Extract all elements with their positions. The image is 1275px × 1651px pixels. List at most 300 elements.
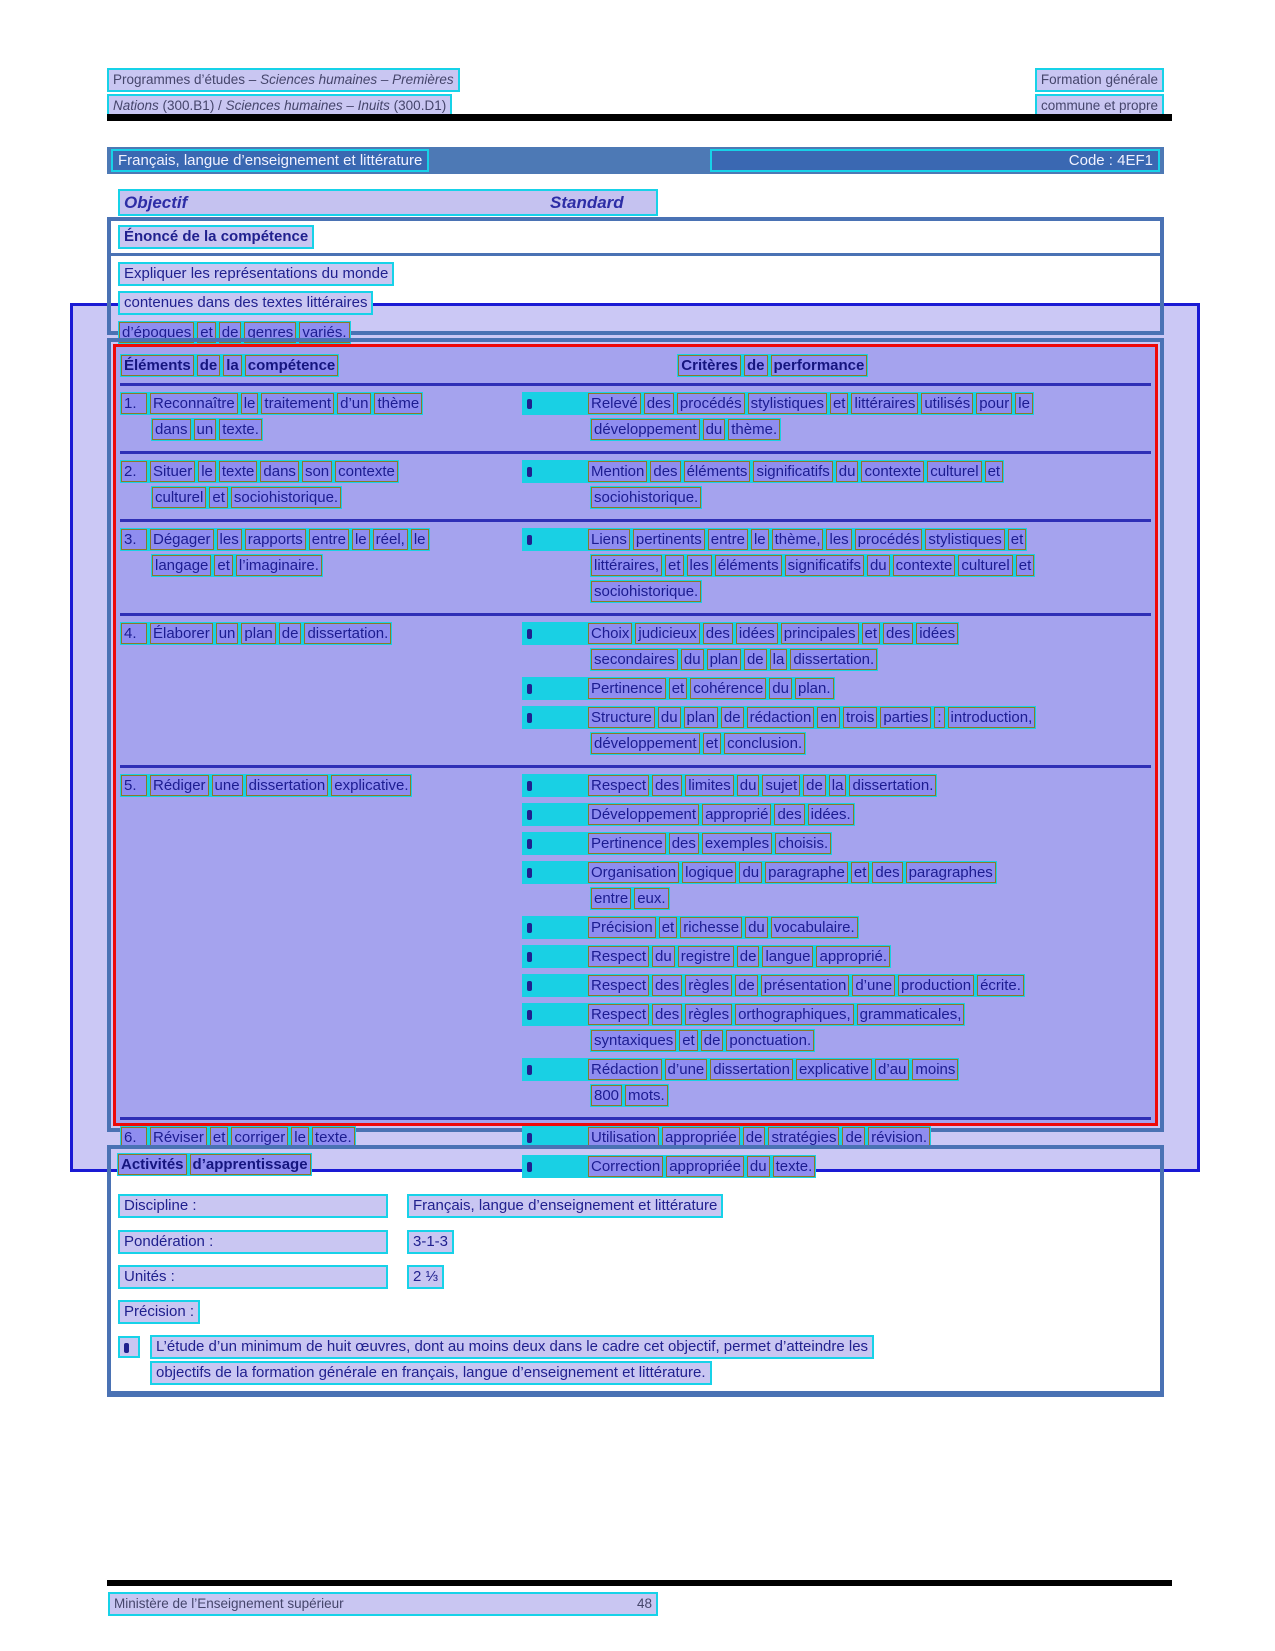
- criteria-bullet-item: [522, 974, 1151, 997]
- word-box: :: [934, 707, 944, 728]
- word-box: développement: [591, 419, 700, 440]
- word-box: Pertinence: [588, 833, 666, 854]
- word-box: texte: [219, 461, 258, 482]
- word-box: règles: [685, 1004, 732, 1025]
- criteria-bullet-item: [522, 861, 1151, 910]
- word-box: et: [985, 461, 1004, 482]
- criteria-bullet-item: [522, 528, 1151, 603]
- word-box: dissertation.: [790, 649, 877, 670]
- word-box: de: [735, 975, 758, 996]
- word-box: sociohistorique.: [591, 487, 701, 508]
- word-box: stratégies: [768, 1127, 839, 1148]
- criteria-bullet-item: [522, 706, 1151, 755]
- word-box: approprié: [702, 804, 771, 825]
- word-box: orthographiques,: [735, 1004, 854, 1025]
- word-box: et: [210, 1127, 229, 1148]
- bullet-icon: [523, 1059, 585, 1080]
- criteria-line: [522, 832, 832, 855]
- word-box: le: [751, 529, 769, 550]
- word-box: idées: [736, 623, 778, 644]
- word-box: appropriée: [662, 1127, 740, 1148]
- word-box: écrite.: [977, 975, 1024, 996]
- bullet-icon: [523, 804, 585, 825]
- word-box: thème,: [772, 529, 824, 550]
- word-box: contexte: [893, 555, 956, 576]
- word-box: genres: [244, 322, 296, 343]
- word-box: Relevé: [588, 393, 641, 414]
- word-box: Situer: [150, 461, 195, 482]
- footer-page-number: 48: [636, 1596, 652, 1611]
- activites-field-row: [118, 1230, 449, 1254]
- word-box: dissertation: [710, 1059, 793, 1080]
- element-line: [120, 774, 412, 797]
- word-box: procédés: [855, 529, 923, 550]
- header-rule: [107, 114, 1172, 121]
- word-box: plan: [684, 707, 718, 728]
- word-box: de: [744, 649, 767, 670]
- word-box: pertinents: [633, 529, 705, 550]
- word-box: Réviser: [150, 1127, 207, 1148]
- word-box: d’une: [852, 975, 895, 996]
- word-box: Reconnaître: [150, 393, 238, 414]
- word-box: texte.: [219, 419, 262, 440]
- word-box: des: [872, 862, 902, 883]
- word-box: langue: [762, 946, 813, 967]
- word-box: sujet: [762, 775, 800, 796]
- activites-field-row: [118, 1300, 200, 1324]
- criteria-line: [522, 945, 891, 968]
- word-box: Organisation: [588, 862, 679, 883]
- criteria-line: [590, 554, 1035, 577]
- bullet-icon: [523, 862, 585, 883]
- enonce-line-2: contenues dans des textes littéraires: [118, 291, 373, 315]
- word-box: et: [1016, 555, 1035, 576]
- word-box: Rédaction: [588, 1059, 662, 1080]
- course-title: Français, langue d’enseignement et littérature: [111, 149, 429, 172]
- word-box: un: [194, 419, 217, 440]
- criteria-bullet-item: [522, 677, 1151, 700]
- word-box: stylistiques: [925, 529, 1004, 550]
- criteria-bullet-item: [522, 1003, 1151, 1052]
- word-box: des: [703, 623, 733, 644]
- word-box: Choix: [588, 623, 632, 644]
- element-cell: [120, 392, 522, 447]
- word-box: idées: [916, 623, 958, 644]
- word-box: et: [214, 555, 233, 576]
- element-line: [120, 622, 392, 645]
- word-box: dissertation.: [849, 775, 936, 796]
- word-box: du: [867, 555, 890, 576]
- table-row-separator: [120, 765, 1151, 768]
- header-text-segment: Sciences humaines – Inuits: [225, 98, 390, 113]
- precision-bullet-marker: [118, 1336, 140, 1358]
- word-box: plan: [241, 623, 275, 644]
- word-box: développement: [591, 733, 700, 754]
- word-box: de: [197, 355, 221, 376]
- enonce-separator: [111, 253, 1160, 256]
- course-code: Code : 4EF1: [710, 149, 1160, 172]
- element-cell: [120, 460, 522, 515]
- criteria-line: [590, 1084, 669, 1107]
- word-box: rapports: [245, 529, 306, 550]
- word-box: la: [829, 775, 847, 796]
- word-box: culturel: [958, 555, 1012, 576]
- word-box: le: [352, 529, 370, 550]
- word-box: explicative.: [331, 775, 411, 796]
- word-box: dissertation.: [304, 623, 391, 644]
- enonce-section: [107, 217, 1164, 341]
- word-box: introduction,: [948, 707, 1036, 728]
- field-label: Précision :: [118, 1300, 200, 1324]
- word-box: texte.: [312, 1127, 355, 1148]
- word-box: des: [669, 833, 699, 854]
- word-box: de: [744, 355, 768, 376]
- word-box: thème.: [728, 419, 780, 440]
- word-box: approprié.: [816, 946, 890, 967]
- word-box: l’imaginaire.: [236, 555, 322, 576]
- activites-heading-wrap: [117, 1153, 1160, 1176]
- bullet-icon: [523, 1004, 585, 1025]
- word-box: sociohistorique.: [231, 487, 341, 508]
- word-box: de: [842, 1127, 865, 1148]
- bullet-icon: [523, 975, 585, 996]
- criteria-bullet-item: [522, 945, 1151, 968]
- table-header-left: [120, 354, 339, 377]
- word-box: entre: [708, 529, 748, 550]
- criteria-bullet-item: [522, 774, 1151, 797]
- criteria-line: [590, 1029, 815, 1052]
- table-row-separator: [120, 613, 1151, 616]
- page-header-left: [107, 68, 460, 118]
- word-box: du: [658, 707, 681, 728]
- word-box: Respect: [588, 946, 649, 967]
- bullet-icon: [523, 623, 585, 644]
- word-box: éléments: [684, 461, 751, 482]
- word-box: de: [743, 1127, 766, 1148]
- word-box: secondaires: [591, 649, 678, 670]
- word-box: entre: [309, 529, 349, 550]
- page-header-right: [1035, 68, 1164, 118]
- word-box: principales: [781, 623, 859, 644]
- word-box: compétence: [245, 355, 339, 376]
- word-box: du: [681, 649, 704, 670]
- word-box: littéraires: [851, 393, 918, 414]
- criteria-bullet-item: [522, 622, 1151, 671]
- table-row-separator: [120, 1117, 1151, 1120]
- word-box: rédaction: [747, 707, 815, 728]
- row-number: 2.: [121, 461, 147, 482]
- header-text-segment: (300.B1) /: [158, 98, 226, 113]
- criteria-line: [590, 887, 670, 910]
- table-row: [120, 525, 1151, 611]
- word-box: d’époques: [119, 322, 194, 343]
- word-box: entre: [591, 888, 631, 909]
- word-box: des: [774, 804, 804, 825]
- field-value: Français, langue d’enseignement et littérature: [407, 1194, 723, 1218]
- word-box: choisis.: [775, 833, 831, 854]
- criteria-line: [590, 418, 781, 441]
- word-box: Élaborer: [150, 623, 213, 644]
- objectif-label: Objectif: [124, 193, 188, 212]
- word-box: et: [851, 862, 870, 883]
- header-right-line-2: commune et propre: [1035, 94, 1164, 118]
- footer-rule: [107, 1580, 1172, 1586]
- word-box: Développement: [588, 804, 699, 825]
- criteria-line: [522, 622, 959, 645]
- footer-bar: [108, 1592, 658, 1616]
- word-box: les: [687, 555, 712, 576]
- word-box: éléments: [715, 555, 782, 576]
- criteria-bullet-item: [522, 460, 1151, 509]
- word-box: le: [241, 393, 259, 414]
- word-box: Utilisation: [588, 1127, 659, 1148]
- word-box: le: [291, 1127, 309, 1148]
- word-box: moins: [912, 1059, 958, 1080]
- element-line: [151, 418, 263, 441]
- word-box: parties: [880, 707, 931, 728]
- word-box: culturel: [927, 461, 981, 482]
- word-box: et: [197, 322, 216, 343]
- table-row-separator: [120, 383, 1151, 386]
- word-box: révision.: [868, 1127, 930, 1148]
- word-box: exemples: [702, 833, 772, 854]
- bullet-icon: [523, 529, 585, 550]
- word-box: de: [701, 1030, 724, 1051]
- field-value: 2 ⅓: [407, 1265, 444, 1289]
- field-label: Unités :: [118, 1265, 388, 1289]
- table-header-right: [677, 354, 868, 377]
- word-box: registre: [678, 946, 734, 967]
- word-box: dans: [152, 419, 191, 440]
- word-box: de: [279, 623, 302, 644]
- enonce-line-1: Expliquer les représentations du monde: [118, 262, 394, 286]
- bullet-icon: [523, 833, 585, 854]
- header-text-segment: Sciences humaines – Premières: [260, 72, 454, 87]
- word-box: le: [198, 461, 216, 482]
- element-cell: [120, 622, 522, 761]
- word-box: de: [219, 322, 242, 343]
- criteria-line: [522, 774, 937, 797]
- word-box: ponctuation.: [726, 1030, 814, 1051]
- word-box: règles: [685, 975, 732, 996]
- word-box: d’apprentissage: [190, 1154, 311, 1175]
- word-box: paragraphes: [906, 862, 996, 883]
- course-title-bar: [107, 147, 1164, 174]
- objectif-standard-strip: [118, 189, 658, 216]
- word-box: trois: [843, 707, 877, 728]
- word-box: pour: [976, 393, 1012, 414]
- word-box: du: [737, 775, 760, 796]
- word-box: et: [1008, 529, 1027, 550]
- table-row: [120, 389, 1151, 449]
- criteria-cell: [522, 528, 1151, 609]
- activites-field-row: [118, 1194, 718, 1218]
- criteria-bullet-item: [522, 832, 1151, 855]
- word-box: du: [836, 461, 859, 482]
- word-box: des: [650, 461, 680, 482]
- field-label: Discipline :: [118, 1194, 388, 1218]
- word-box: des: [652, 975, 682, 996]
- criteria-line: [590, 648, 878, 671]
- word-box: appropriée: [666, 1156, 744, 1177]
- word-box: Éléments: [121, 355, 194, 376]
- word-box: variés.: [299, 322, 349, 343]
- word-box: et: [862, 623, 881, 644]
- word-box: richesse: [680, 917, 742, 938]
- field-value: 3-1-3: [407, 1230, 454, 1254]
- word-box: vocabulaire.: [771, 917, 858, 938]
- word-box: Respect: [588, 775, 649, 796]
- word-box: stylistiques: [748, 393, 827, 414]
- header-text-segment: (300.D1): [389, 98, 447, 113]
- criteria-line: [522, 1003, 965, 1026]
- word-box: du: [703, 419, 726, 440]
- word-box: idées.: [808, 804, 854, 825]
- word-box: réel,: [373, 529, 408, 550]
- word-box: le: [1015, 393, 1033, 414]
- table-row: [120, 457, 1151, 517]
- criteria-line: [522, 528, 1027, 551]
- precision-bullet-line-2: objectifs de la formation générale en français, langue d’enseignement et littérature.: [150, 1361, 712, 1385]
- bullet-icon: [523, 461, 585, 482]
- word-box: des: [644, 393, 674, 414]
- bullet-icon: [523, 917, 585, 938]
- word-box: eux.: [634, 888, 668, 909]
- word-box: 800: [591, 1085, 622, 1106]
- word-box: logique: [682, 862, 736, 883]
- criteria-line: [522, 1058, 959, 1081]
- word-box: Structure: [588, 707, 655, 728]
- word-box: Précision: [588, 917, 656, 938]
- table-row: [120, 619, 1151, 763]
- word-box: un: [216, 623, 239, 644]
- activites-field-row: [118, 1265, 439, 1289]
- bullet-icon: [523, 678, 585, 699]
- word-box: du: [769, 678, 792, 699]
- criteria-bullet-item: [522, 803, 1151, 826]
- word-box: et: [703, 733, 722, 754]
- criteria-bullet-item: [522, 1058, 1151, 1107]
- standard-label: Standard: [550, 193, 624, 212]
- criteria-line: [522, 861, 997, 884]
- word-box: et: [665, 555, 684, 576]
- word-box: du: [747, 1156, 770, 1177]
- criteria-line: [522, 974, 1025, 997]
- word-box: Respect: [588, 975, 649, 996]
- criteria-bullet-item: [522, 392, 1151, 441]
- word-box: contexte: [335, 461, 398, 482]
- word-box: significatifs: [785, 555, 864, 576]
- element-line: [120, 460, 399, 483]
- word-box: plan: [707, 649, 741, 670]
- word-box: d’un: [337, 393, 371, 414]
- word-box: Rédiger: [150, 775, 209, 796]
- bullet-icon: [523, 707, 585, 728]
- word-box: Correction: [588, 1156, 663, 1177]
- word-box: culturel: [152, 487, 206, 508]
- word-box: Dégager: [150, 529, 214, 550]
- activites-heading: [117, 1153, 312, 1176]
- word-box: texte.: [773, 1156, 816, 1177]
- criteria-line: [590, 486, 702, 509]
- word-box: paragraphe: [765, 862, 848, 883]
- word-box: langage: [152, 555, 211, 576]
- word-box: et: [679, 1030, 698, 1051]
- word-box: et: [209, 487, 228, 508]
- word-box: de: [737, 946, 760, 967]
- word-box: du: [652, 946, 675, 967]
- row-number: 1.: [121, 393, 147, 414]
- word-box: du: [739, 862, 762, 883]
- word-box: grammaticales,: [857, 1004, 965, 1025]
- row-number: 5.: [121, 775, 147, 796]
- word-box: plan.: [795, 678, 834, 699]
- word-box: des: [652, 1004, 682, 1025]
- word-box: cohérence: [690, 678, 766, 699]
- word-box: limites: [685, 775, 734, 796]
- criteria-cell: [522, 622, 1151, 761]
- bullet-icon: [523, 393, 585, 414]
- word-box: Critères: [678, 355, 741, 376]
- word-box: explicative: [796, 1059, 872, 1080]
- word-box: Respect: [588, 1004, 649, 1025]
- word-box: une: [212, 775, 243, 796]
- word-box: syntaxiques: [591, 1030, 676, 1051]
- word-box: Mention: [588, 461, 647, 482]
- activites-section: [107, 1145, 1164, 1397]
- word-box: conclusion.: [724, 733, 805, 754]
- criteria-cell: [522, 392, 1151, 447]
- criteria-line: [522, 706, 1036, 729]
- table-row-separator: [120, 519, 1151, 522]
- field-label: Pondération :: [118, 1230, 388, 1254]
- word-box: dissertation: [246, 775, 329, 796]
- word-box: les: [826, 529, 851, 550]
- criteria-line: [590, 580, 702, 603]
- criteria-line: [590, 732, 806, 755]
- word-box: les: [217, 529, 242, 550]
- header-text-segment: Programmes d’études –: [113, 72, 261, 87]
- footer-ministry: Ministère de l’Enseignement supérieur: [114, 1596, 344, 1611]
- criteria-line: [522, 803, 855, 826]
- table-row-separator: [120, 451, 1151, 454]
- row-number: 4.: [121, 623, 147, 644]
- row-number: 3.: [121, 529, 147, 550]
- word-box: Liens: [588, 529, 630, 550]
- table-header-row: [120, 352, 1151, 381]
- word-box: de: [803, 775, 826, 796]
- word-box: présentation: [761, 975, 850, 996]
- enonce-heading: Énoncé de la compétence: [118, 225, 314, 249]
- element-line: [120, 392, 423, 415]
- word-box: traitement: [261, 393, 334, 414]
- word-box: des: [883, 623, 913, 644]
- word-box: en: [817, 707, 840, 728]
- word-box: Pertinence: [588, 678, 666, 699]
- word-box: mots.: [625, 1085, 668, 1106]
- criteria-cell: [522, 460, 1151, 515]
- word-box: et: [830, 393, 849, 414]
- criteria-bullet-item: [522, 916, 1151, 939]
- word-box: dans: [260, 461, 299, 482]
- row-number: 6.: [121, 1127, 147, 1148]
- header-line-1: [107, 68, 460, 92]
- word-box: des: [652, 775, 682, 796]
- word-box: de: [721, 707, 744, 728]
- word-box: littéraires,: [591, 555, 662, 576]
- word-box: du: [745, 917, 768, 938]
- word-box: significatifs: [753, 461, 832, 482]
